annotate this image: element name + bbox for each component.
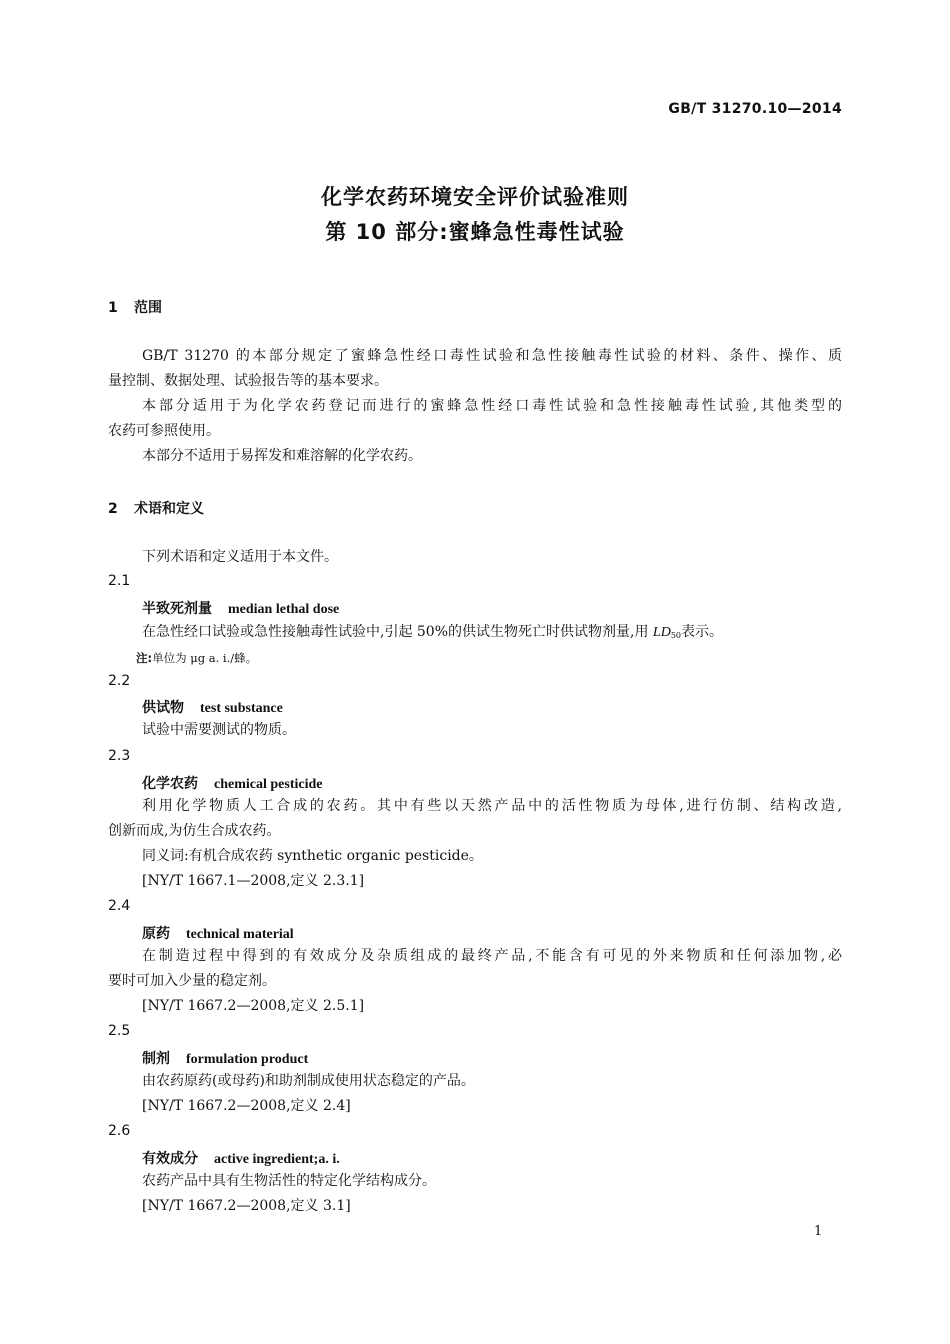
note-text: 单位为 μg a. i./蜂。 [152, 651, 258, 665]
source-reference: [NY/T 1667.2—2008,定义 2.5.1] [142, 998, 365, 1014]
clause-number: 2.6 [108, 1123, 131, 1139]
term-english: active ingredient;a. i. [214, 1152, 340, 1167]
standard-code: GB/T 31270.10—2014 [668, 101, 842, 117]
term-english: technical material [186, 927, 294, 942]
definition-line [142, 622, 723, 646]
page-number: 1 [814, 1224, 823, 1239]
term-english: formulation product [186, 1052, 309, 1067]
term-entry [142, 773, 322, 793]
term-entry [142, 1048, 308, 1068]
section-number: 2 [108, 501, 118, 517]
definition-text: 在急性经口试验或急性接触毒性试验中,引起 50%的供试生物死亡时供试物剂量,用 [142, 624, 653, 640]
clause-number: 2.1 [108, 573, 131, 589]
term-entry [142, 1148, 340, 1168]
paragraph-line: 量控制、数据处理、试验报告等的基本要求。 [108, 373, 388, 389]
clause-number: 2.2 [108, 673, 131, 689]
document-title-line2: 第 10 部分:蜜蜂急性毒性试验 [325, 220, 625, 244]
clause-number: 2.5 [108, 1023, 131, 1039]
definition-line: 要时可加入少量的稳定剂。 [108, 973, 276, 989]
term-chinese: 有效成分 [142, 1151, 198, 1167]
paragraph-line: 本部分适用于为化学农药登记而进行的蜜蜂急性经口毒性试验和急性接触毒性试验,其他类型的 [142, 398, 842, 414]
clause-number: 2.4 [108, 898, 131, 914]
source-reference: [NY/T 1667.1—2008,定义 2.3.1] [142, 873, 365, 889]
definition-text: 表示。 [681, 624, 724, 640]
section-heading-scope [108, 297, 162, 317]
paragraph-line: 农药可参照使用。 [108, 423, 220, 439]
document-title-line1: 化学农药环境安全评价试验准则 [321, 185, 629, 209]
section-title: 术语和定义 [134, 501, 204, 517]
term-english: test substance [200, 701, 283, 716]
ld-subscript: 50 [670, 631, 682, 640]
source-reference: [NY/T 1667.2—2008,定义 2.4] [142, 1098, 351, 1114]
definition-line: 在制造过程中得到的有效成分及杂质组成的最终产品,不能含有可见的外来物质和任何添加物,必 [142, 948, 842, 964]
term-entry [142, 697, 283, 717]
term-entry [142, 598, 339, 618]
term-chinese: 供试物 [142, 700, 184, 716]
term-chinese: 化学农药 [142, 776, 198, 792]
term-english: median lethal dose [228, 602, 340, 617]
note-label: 注: [136, 651, 153, 665]
term-english: chemical pesticide [214, 777, 323, 792]
term-entry [142, 923, 294, 943]
paragraph-line: 本部分不适用于易挥发和难溶解的化学农药。 [142, 448, 422, 464]
definition-line: 利用化学物质人工合成的农药。其中有些以天然产品中的活性物质为母体,进行仿制、结构改造, [142, 798, 842, 814]
section-number: 1 [108, 300, 118, 316]
synonym-line: 同义词:有机合成农药 synthetic organic pesticide。 [142, 848, 483, 864]
definition-line: 试验中需要测试的物质。 [142, 722, 296, 738]
definition-line: 创新而成,为仿生合成农药。 [108, 823, 281, 839]
ld-symbol: LD [652, 625, 671, 640]
paragraph-line: 下列术语和定义适用于本文件。 [142, 549, 338, 565]
note [136, 650, 257, 666]
section-title: 范围 [134, 300, 162, 316]
clause-number: 2.3 [108, 748, 131, 764]
term-chinese: 制剂 [142, 1051, 170, 1067]
definition-line: 由农药原药(或母药)和助剂制成使用状态稳定的产品。 [142, 1073, 475, 1089]
term-chinese: 原药 [142, 926, 170, 942]
term-chinese: 半致死剂量 [142, 601, 212, 617]
source-reference: [NY/T 1667.2—2008,定义 3.1] [142, 1198, 351, 1214]
paragraph-line: GB/T 31270 的本部分规定了蜜蜂急性经口毒性试验和急性接触毒性试验的材料、条件、操作、质 [142, 348, 842, 364]
section-heading-terms [108, 498, 204, 518]
definition-line: 农药产品中具有生物活性的特定化学结构成分。 [142, 1173, 436, 1189]
